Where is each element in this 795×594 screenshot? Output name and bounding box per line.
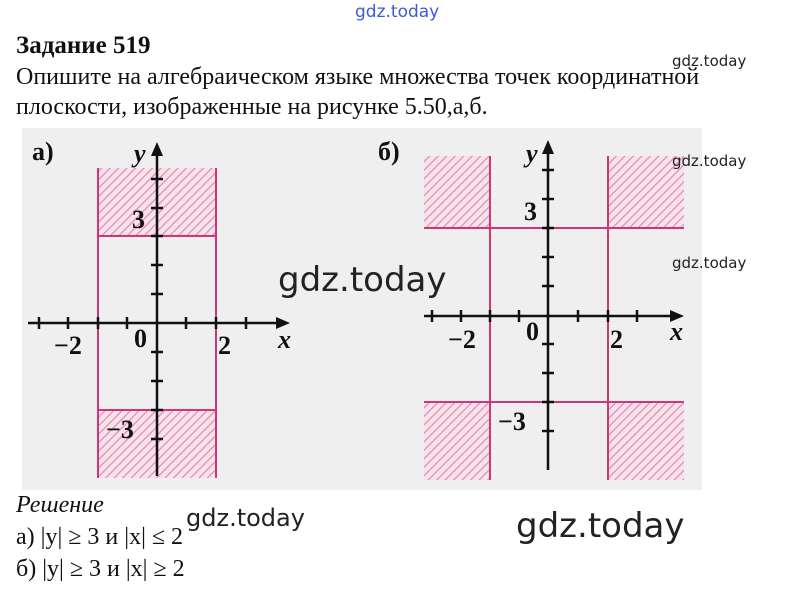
figure-b-graph — [372, 128, 702, 490]
figure-b — [372, 128, 702, 490]
y-axis-arrow — [542, 140, 554, 154]
figure-a — [22, 128, 390, 490]
y-axis-label: y — [134, 139, 146, 168]
region-bottom-right — [608, 402, 684, 480]
origin-label: 0 — [134, 324, 147, 353]
task-text: Опишите на алгебраическом языке множества точек координатной плоскости, изображенные на рисунке 5.50,а,б. — [16, 64, 700, 120]
x-axis-label: x — [278, 325, 291, 354]
figure-a-label: а) — [32, 137, 54, 166]
solution-a: а) |y| ≥ 3 и |x| ≤ 2 — [16, 524, 184, 550]
solution-b: б) |y| ≥ 3 и |x| ≥ 2 — [16, 556, 185, 582]
region-top-left — [424, 156, 490, 228]
region-bottom-left — [424, 402, 490, 480]
tick-label-x-pos: 2 — [218, 331, 231, 360]
tick-label-x-pos: 2 — [610, 325, 623, 354]
watermark-large: gdz.today — [278, 260, 447, 300]
origin-label: 0 — [526, 317, 539, 346]
tick-label-x-neg: −2 — [54, 331, 82, 360]
figure-b-label: б) — [378, 137, 400, 166]
task-title: Задание 519 — [16, 32, 151, 59]
watermark: gdz.today — [672, 152, 747, 170]
watermark: gdz.today — [672, 52, 747, 70]
watermark-large: gdz.today — [516, 506, 685, 546]
tick-label-y-neg: −3 — [106, 415, 134, 444]
solution-heading: Решение — [16, 492, 104, 518]
tick-label-y-pos: 3 — [524, 197, 537, 226]
tick-label-y-neg: −3 — [498, 407, 526, 436]
y-axis-label: y — [526, 139, 538, 168]
y-axis-arrow — [151, 142, 163, 156]
figure-a-graph — [22, 128, 390, 490]
watermark-top: gdz.today — [355, 2, 440, 22]
x-axis-label: x — [670, 317, 683, 346]
tick-label-x-neg: −2 — [448, 325, 476, 354]
watermark: gdz.today — [186, 504, 305, 532]
tick-label-y-pos: 3 — [132, 205, 145, 234]
watermark: gdz.today — [672, 254, 747, 272]
